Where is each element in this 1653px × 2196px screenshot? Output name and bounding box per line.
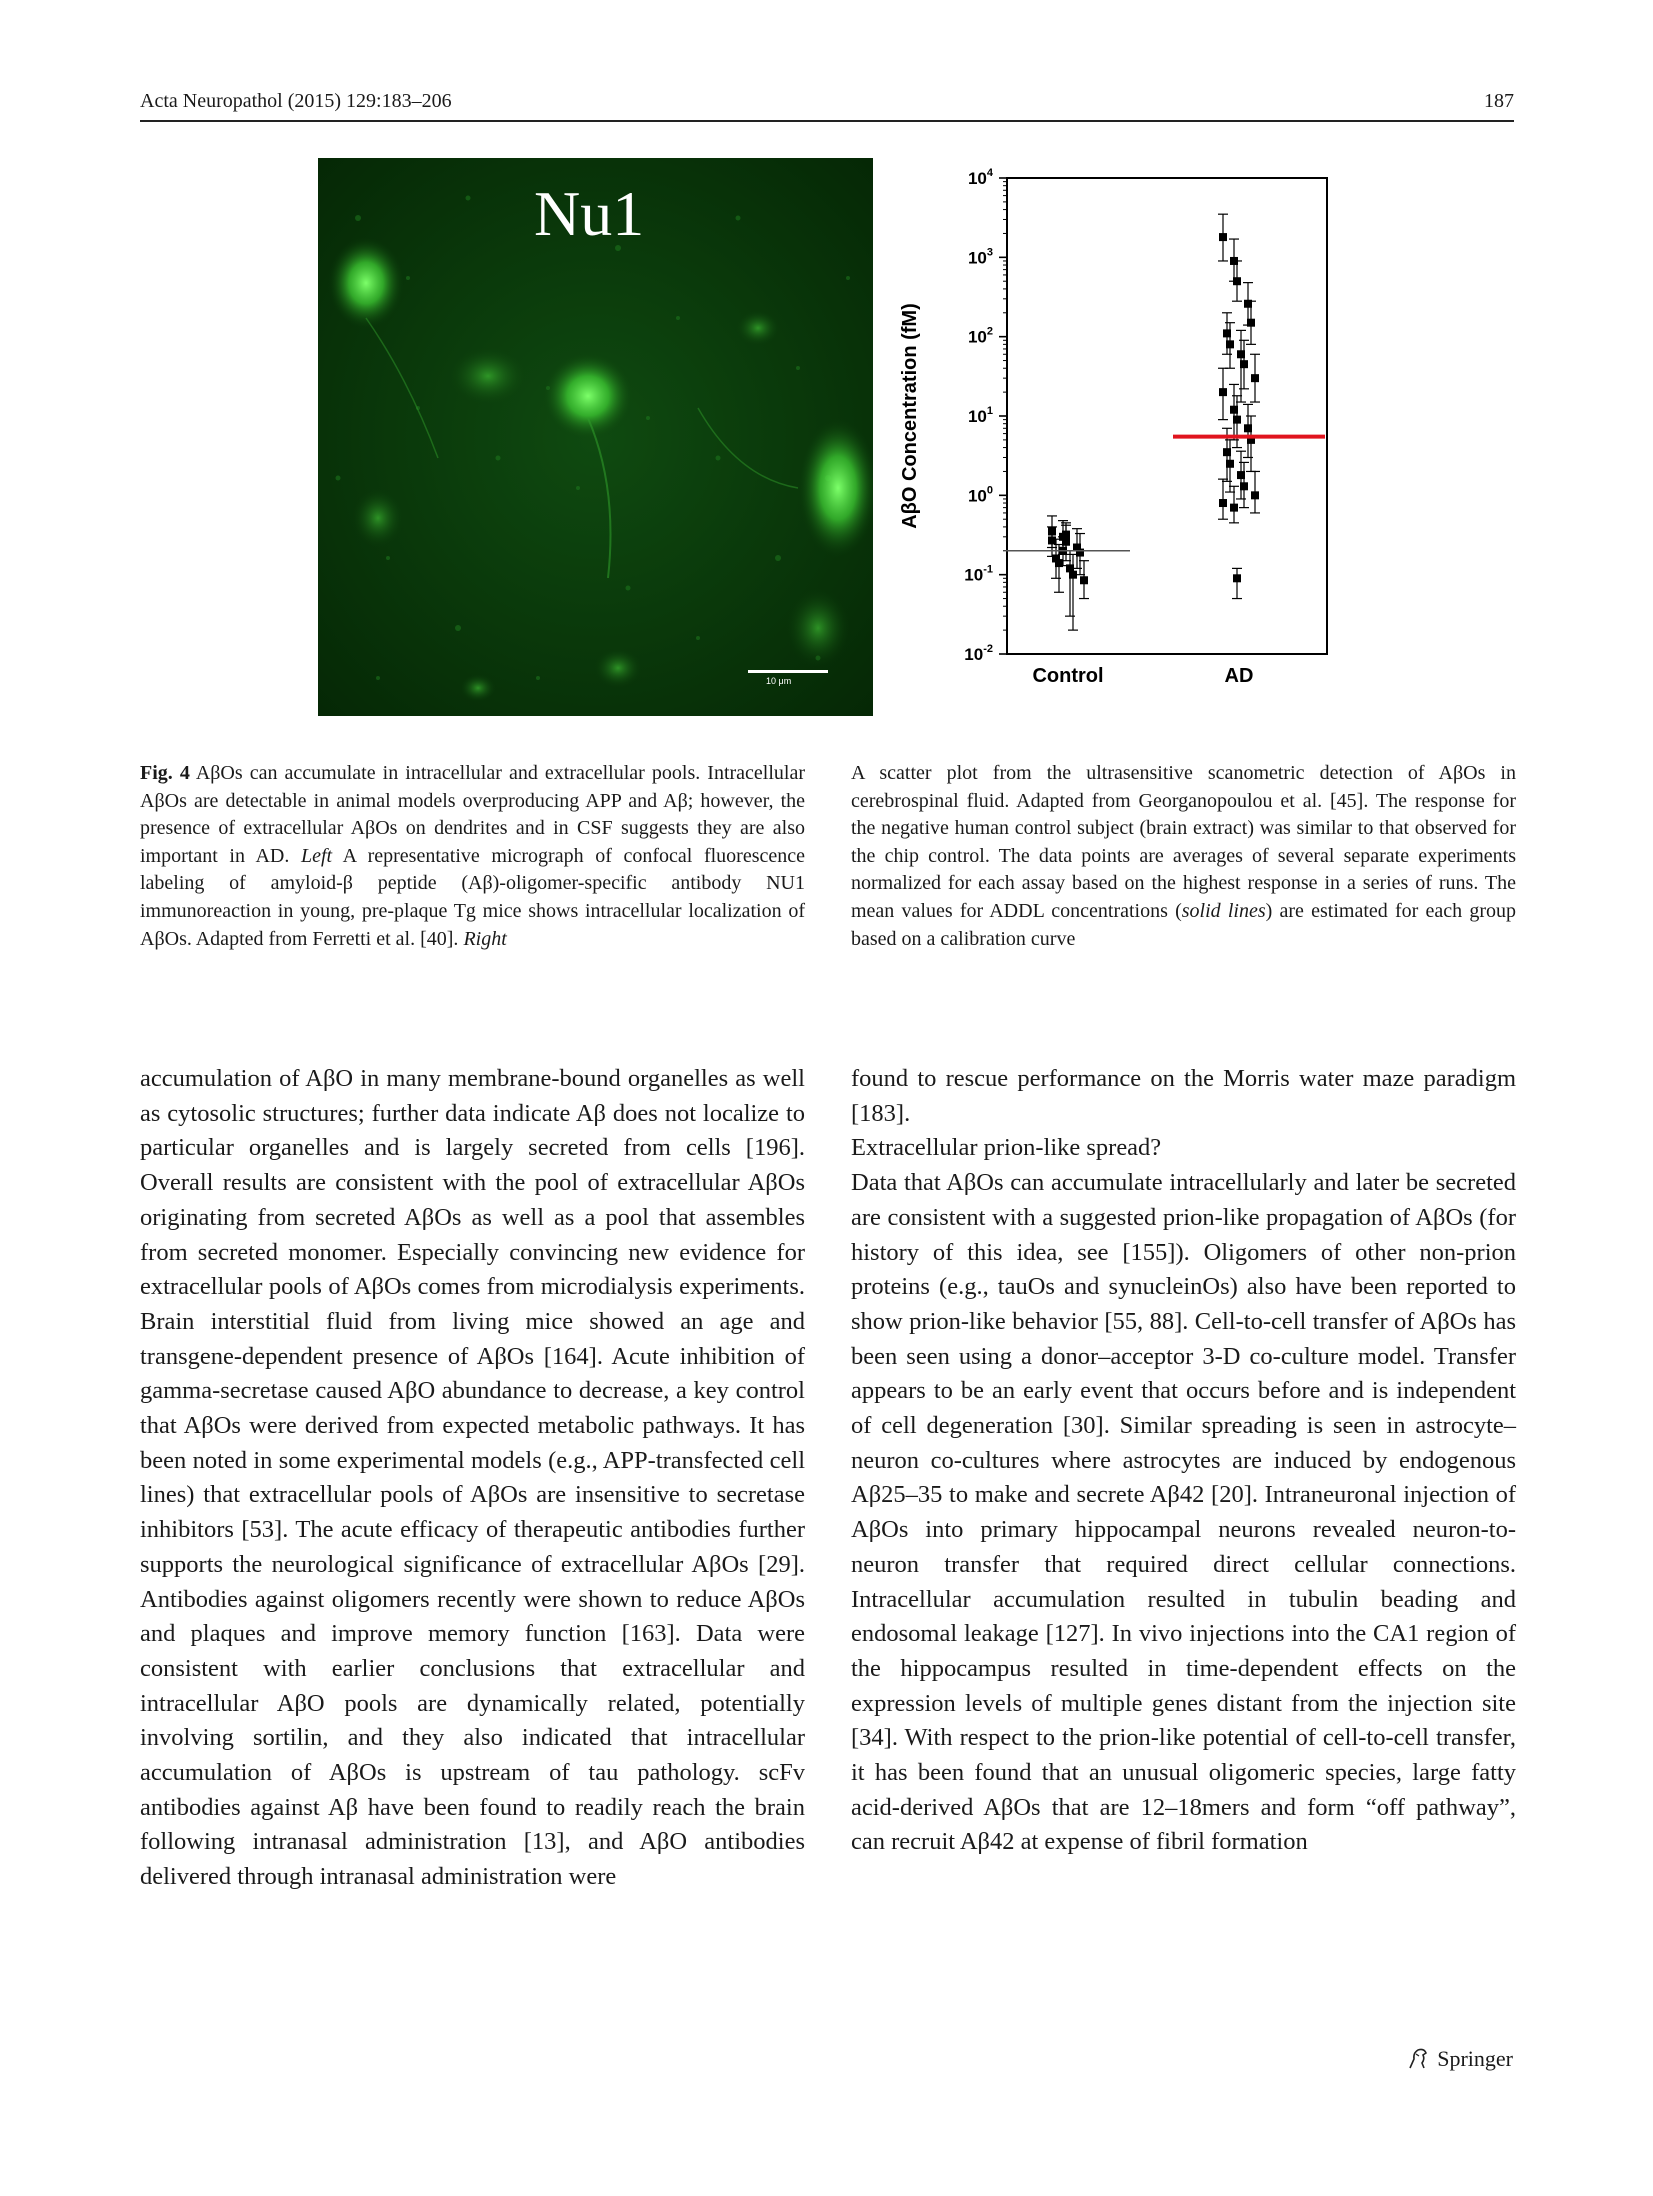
caption-right-marker: Right [463,927,507,950]
caption-text-4: ) are estimated for each group based on a calibration curve [851,899,1517,950]
y-tick-label: $10^0$ [967,484,993,506]
data-point [1233,277,1241,285]
caption-solid-lines: solid lines [1181,899,1266,922]
data-point [1062,531,1070,539]
running-head [140,88,1514,122]
springer-horse-icon [1405,2046,1431,2072]
publisher-logo [1405,2044,1513,2074]
y-tick-label: $10^2$ [967,325,993,347]
y-tick-label: $10^4$ [967,167,993,188]
data-point [1251,491,1259,499]
data-point [1240,360,1248,368]
data-point [1219,388,1227,396]
caption-text-1: AβOs can accumulate in intracellular and extracellular pools. Intracellular AβOs are detectable in animal models overproducing APP and Aβ; however, the presence of extracellular AβOs on dendrites and in CSF suggests they are also important in AD. [140,762,805,867]
y-tick-label: $10^1$ [967,405,993,426]
data-point [1219,499,1227,507]
data-point [1240,482,1248,490]
data-point [1048,536,1056,544]
micrograph-label: Nu1 [534,178,645,249]
body-paragraph: accumulation of AβO in many membrane-bound organelles as well as cytosolic structures; further data indicate Aβ does not localize to particular organelles and is largely secreted from cells [196]. Overall results are consistent with the pool of extracellular AβOs originating from secreted AβOs as well as a pool that assembles from secreted monomer. Especially convincing new evidence for extracellular pools of AβOs comes from microdialysis experiments. Brain interstitial fluid from living mice showed an age and transgene-dependent presence of AβOs [164]. Acute inhibition of gamma-secretase caused AβO abundance to decrease, a key control that AβOs were derived from expected metabolic pathways. It has been noted in some experimental models (e.g., APP-transfected cell lines) that extracellular pools of AβOs are insensitive to secretase inhibitors [53]. The acute efficacy of therapeutic antibodies further supports the neurological significance of extracellular AβOs [29]. Antibodies against oligomers recently were shown to reduce AβOs and plaques and improve memory function [163]. Data were consistent with earlier conclusions that extracellular and intracellular AβO pools are dynamically related, potentially involving sortilin, and they also indicated that intracellular accumulation of AβOs is upstream of tau pathology. scFv antibodies against Aβ have been found to readily reach the brain following intranasal administration [13], and AβO antibodies delivered through intranasal administration were [140,1065,805,1891]
scatter-plot-svg [895,158,1350,696]
x-category-label: AD [1224,665,1254,687]
data-point [1247,319,1255,327]
figure-label: Fig. 4 [140,762,190,784]
fluorescence-micrograph [318,158,873,716]
publisher-name: Springer [1437,2046,1513,2071]
x-category-label: Control [1032,665,1104,687]
scatter-plot [895,158,1350,696]
data-point [1069,571,1077,579]
y-axis-label: AβO Concentration (fM) [899,303,921,529]
body-paragraph: found to rescue performance on the Morris water maze paradigm [183]. [851,1065,1516,1127]
data-point [1226,460,1234,468]
journal-citation: Acta Neuropathol (2015) 129:183–206 [140,90,452,112]
y-tick-label: $10^{-2}$ [964,643,993,664]
plot-frame [1007,178,1327,654]
body-paragraph: Data that AβOs can accumulate intracellularly and later be secreted are consistent with a suggested prion-like propagation of AβOs (for history of this idea, see [155]). Oligomers of other non-prion proteins (e.g., tauOs and synucleinOs) also have been reported to show prion-like behavior [55, 88]. Cell-to-cell transfer of AβOs has been seen using a donor–acceptor 3-D co-culture model. Transfer appears to be an early event that occurs before and is independent of cell degeneration [30]. Similar spreading is seen in astrocyte–neuron co-cultures where astrocytes are induced by endogenous Aβ25–35 to make and secrete Aβ42 [20]. Intraneuronal injection of AβOs into primary hippocampal neurons revealed neuron-to-neuron transfer that required direct cellular connections. Intracellular accumulation resulted in tubulin beading and endosomal leakage [127]. In vivo injections into the CA1 region of the hippocampus resulted in time-dependent effects on the expression levels of multiple genes distant from the injection site [34]. With respect to the prion-like potential of cell-to-cell transfer, it has been found that an unusual oligomeric species, large fatty acid-derived AβOs that are 12–18mers and form “off pathway”, can recruit Aβ42 at expense of fibril formation [851,1169,1516,1856]
data-point [1080,576,1088,584]
body-column-right [851,1062,1516,1860]
figure-caption-left [140,760,805,953]
data-point [1226,340,1234,348]
y-tick-label: $10^3$ [967,246,993,268]
data-point [1251,374,1259,382]
caption-text-3: A scatter plot from the ultrasensitive scanometric detection of AβOs in cerebrospinal fluid. Adapted from Georganopoulou et al. [45]. The response for the negative human control subject (brain extract) was similar to that observed for the chip control. The data points are averages of several separate experiments normalized for each assay based on the highest response in a series of runs. The mean values for ADDL concentrations ( [851,762,1516,922]
data-point [1076,549,1084,557]
data-point [1233,416,1241,424]
body-column-left [140,1062,805,1895]
data-point [1219,233,1227,241]
caption-text-2: A representative micrograph of confocal fluorescence labeling of amyloid-β peptide (Aβ)-oligomer-specific antibody NU1 immunoreaction in young, pre-plaque Tg mice shows intracellular localization of AβOs. Adapted from Ferretti et al. [40]. [140,844,805,950]
figure-caption-right [851,760,1516,953]
y-tick-label: $10^{-1}$ [964,563,993,585]
section-heading: Extracellular prion-like spread? [851,1134,1162,1162]
data-point [1230,504,1238,512]
scale-bar [748,670,828,673]
data-point [1233,574,1241,582]
page-number: 187 [1484,90,1514,112]
scale-bar-label: 10 μm [766,676,792,686]
caption-left-marker: Left [300,844,333,867]
